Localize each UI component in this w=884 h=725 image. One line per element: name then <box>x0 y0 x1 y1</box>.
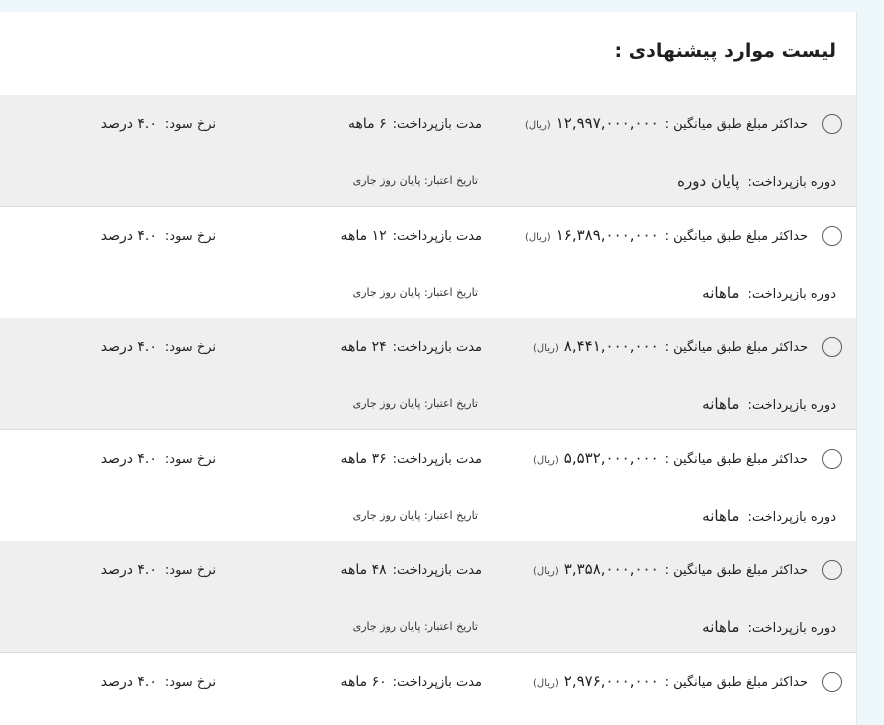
offer-radio[interactable] <box>822 226 842 246</box>
term-value: ۱۲ ماهه <box>340 228 387 244</box>
period-field <box>702 284 836 306</box>
rate-field <box>101 339 216 361</box>
currency-unit: (ریال) <box>533 343 559 354</box>
amount-label: حداکثر مبلغ طبق میانگین : <box>664 452 808 467</box>
currency-unit: (ریال) <box>533 455 559 466</box>
rate-label: نرخ سود: <box>164 563 216 578</box>
term-field <box>340 451 482 473</box>
rate-label: نرخ سود: <box>164 117 216 132</box>
amount-field <box>533 337 808 359</box>
amount-field <box>533 449 808 471</box>
term-value: ۶ ماهه <box>347 116 387 132</box>
offer-row[interactable] <box>0 541 856 653</box>
rate-label: نرخ سود: <box>164 229 216 244</box>
term-label: مدت بازپرداخت: <box>392 675 482 690</box>
amount-label: حداکثر مبلغ طبق میانگین : <box>664 675 808 690</box>
offer-row[interactable] <box>0 430 856 542</box>
rate-field <box>101 674 216 696</box>
rate-label: نرخ سود: <box>164 452 216 467</box>
currency-unit: (ریال) <box>533 678 559 689</box>
offer-radio[interactable] <box>822 449 842 469</box>
offer-radio[interactable] <box>822 672 842 692</box>
rate-value: ۴.۰ درصد <box>100 562 157 578</box>
amount-field <box>525 226 808 248</box>
rate-value: ۴.۰ درصد <box>100 228 157 244</box>
period-value: پایان دوره <box>677 172 740 190</box>
period-label: دوره بازپرداخت: <box>747 175 836 190</box>
amount-value: ۳,۳۵۸,۰۰۰,۰۰۰ <box>563 560 659 578</box>
offers-panel <box>0 12 857 725</box>
amount-field <box>533 672 808 694</box>
offer-radio[interactable] <box>822 114 842 134</box>
amount-value: ۱۶,۳۸۹,۰۰۰,۰۰۰ <box>555 226 659 244</box>
amount-label: حداکثر مبلغ طبق میانگین : <box>664 117 808 132</box>
term-value: ۶۰ ماهه <box>340 674 387 690</box>
term-field <box>340 339 482 361</box>
term-label: مدت بازپرداخت: <box>392 340 482 355</box>
term-label: مدت بازپرداخت: <box>392 563 482 578</box>
currency-unit: (ریال) <box>524 232 551 243</box>
period-value: ماهانه <box>702 618 740 636</box>
offer-row[interactable] <box>0 95 856 207</box>
rate-field <box>101 451 216 473</box>
term-field <box>348 116 482 138</box>
amount-value: ۸,۴۴۱,۰۰۰,۰۰۰ <box>563 337 659 355</box>
amount-field <box>533 560 808 582</box>
period-value: ماهانه <box>702 284 740 302</box>
term-label: مدت بازپرداخت: <box>392 452 482 467</box>
period-field <box>702 507 836 529</box>
period-label: دوره بازپرداخت: <box>747 287 836 302</box>
term-label: مدت بازپرداخت: <box>392 229 482 244</box>
rate-label: نرخ سود: <box>164 340 216 355</box>
rate-field <box>101 562 216 584</box>
period-label: دوره بازپرداخت: <box>747 398 836 413</box>
rate-field <box>101 116 216 138</box>
term-field <box>340 562 482 584</box>
page-title: لیست موارد پیشنهادی : <box>614 40 836 62</box>
validity-text: تاریخ اعتبار: پایان روز جاری <box>352 397 478 410</box>
rate-label: نرخ سود: <box>164 675 216 690</box>
validity-text: تاریخ اعتبار: پایان روز جاری <box>352 174 478 187</box>
offer-row[interactable] <box>0 207 856 319</box>
amount-value: ۱۲,۹۹۷,۰۰۰,۰۰۰ <box>555 114 659 132</box>
rate-value: ۴.۰ درصد <box>100 339 157 355</box>
period-label: دوره بازپرداخت: <box>747 621 836 636</box>
period-field <box>702 618 836 640</box>
validity-text: تاریخ اعتبار: پایان روز جاری <box>352 620 478 633</box>
period-field <box>677 172 836 194</box>
amount-value: ۵,۵۳۲,۰۰۰,۰۰۰ <box>563 449 659 467</box>
offer-radio[interactable] <box>822 560 842 580</box>
amount-label: حداکثر مبلغ طبق میانگین : <box>664 563 808 578</box>
rate-value: ۴.۰ درصد <box>100 674 157 690</box>
term-label: مدت بازپرداخت: <box>392 117 482 132</box>
validity-text: تاریخ اعتبار: پایان روز جاری <box>352 286 478 299</box>
term-value: ۲۴ ماهه <box>340 339 387 355</box>
period-value: ماهانه <box>702 507 740 525</box>
rate-value: ۴.۰ درصد <box>100 116 157 132</box>
rate-value: ۴.۰ درصد <box>100 451 157 467</box>
term-value: ۳۶ ماهه <box>340 451 387 467</box>
offer-radio[interactable] <box>822 337 842 357</box>
amount-label: حداکثر مبلغ طبق میانگین : <box>664 340 808 355</box>
term-value: ۴۸ ماهه <box>340 562 387 578</box>
amount-label: حداکثر مبلغ طبق میانگین : <box>664 229 808 244</box>
period-field <box>702 395 836 417</box>
term-field <box>340 228 482 250</box>
rate-field <box>101 228 216 250</box>
offer-row[interactable] <box>0 318 856 430</box>
amount-value: ۲,۹۷۶,۰۰۰,۰۰۰ <box>563 672 659 690</box>
offer-row[interactable] <box>0 653 856 725</box>
amount-field <box>525 114 808 136</box>
term-field <box>340 674 482 696</box>
offers-header <box>0 12 856 95</box>
currency-unit: (ریال) <box>533 566 559 577</box>
validity-text: تاریخ اعتبار: پایان روز جاری <box>352 509 478 522</box>
period-value: ماهانه <box>702 395 740 413</box>
currency-unit: (ریال) <box>524 120 551 131</box>
period-label: دوره بازپرداخت: <box>747 510 836 525</box>
